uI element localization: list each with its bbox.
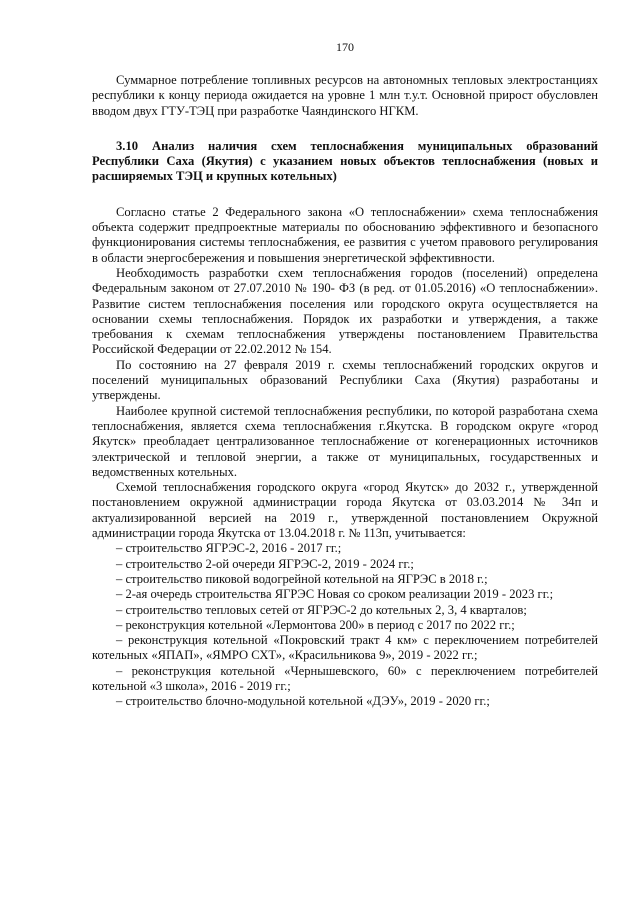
list-item: – 2-ая очередь строительства ЯГРЭС Новая со сроком реализации 2019 - 2023 гг.; [116,587,554,602]
list-item: – реконструкция котельной «Чернышевского, 60» с переключением потребителей котельной «3 школа», 2016 - 2019 гг.; [92,663,598,693]
section-number: 3.10 [116,138,139,153]
list-item: – строительство ЯГРЭС-2, 2016 - 2017 гг.; [116,541,342,556]
body-paragraph: По состоянию на 27 февраля 2019 г. схемы теплоснабжений городских округов и поселений муниципальных образований Республики Саха (Якутия) разработаны и утверждены. [92,357,598,403]
body-paragraph: Необходимость разработки схем теплоснабжения городов (поселений) определена Федеральным законом от 27.07.2010 № 190- ФЗ (в ред. от 01.05.2016) «О теплоснабжении». Развитие систем теплоснабжения поселения или городского округа осуществляется на основании схемы теплоснабжения. Порядок их разработки и утверждения, а также требования к схемам теплоснабжения утверждены постановлением Правительства Российской Федерации от 22.02.2012 № 154. [92,265,598,357]
document-page [92,40,598,710]
intro-paragraph: Суммарное потребление топливных ресурсов на автономных тепловых электростанциях республики к концу периода ожидается на уровне 1 млн т.у.т. Основной прирост обусловлен вводом двух ГТУ-ТЭЦ при разработке Чаяндинского НГКМ. [92,73,598,118]
body-paragraph: Согласно статье 2 Федерального закона «О теплоснабжении» схема теплоснабжения объекта содержит предпроектные материалы по обоснованию эффективного и безопасного функционирования системы теплоснабжения, ее развития с учетом правового регулирования в области энергосбережения и повышения энергетической эффективности. [92,204,598,265]
page-number: 170 [336,40,354,54]
list-item: – реконструкция котельной «Лермонтова 200» в период с 2017 по 2022 гг.; [116,617,515,632]
list-item: – строительство пиковой водогрейной котельной на ЯГРЭС в 2018 г.; [116,571,488,586]
measures-list [92,541,598,709]
list-item: – строительство 2-ой очереди ЯГРЭС-2, 2019 - 2024 гг.; [116,556,414,571]
section-heading [92,139,598,185]
body-paragraph: Схемой теплоснабжения городского округа «город Якутск» до 2032 г., утвержденной постановлением окружной администрации города Якутска от 03.03.2014 № 34п и актуализированной версией на 2019 г., утвержденной постановлением Окружной администрации города Якутска от 13.04.2018 г. № 113п, учитывается: [92,480,598,541]
section-title: Анализ наличия схем теплоснабжения муниципальных образований Республики Саха (Якутия) с указанием новых объектов теплоснабжения (новых и расширяемых ТЭЦ и крупных котельных) [92,138,598,184]
body-paragraph: Наиболее крупной системой теплоснабжения республики, по которой разработана схема теплоснабжения, является схема теплоснабжения г.Якутска. В городском округе «город Якутск» преобладает централизованное теплоснабжение от когенерационных источников электрической и тепловой энергии, а также от муниципальных, государственных и ведомственных котельных. [92,403,598,479]
list-item: – реконструкция котельной «Покровский тракт 4 км» с переключением потребителей котельных «ЯПАП», «ЯМРО СХТ», «Красильникова 9», 2019 - 2022 гг.; [92,633,598,663]
list-item: – строительство блочно-модульной котельной «ДЭУ», 2019 - 2020 гг.; [116,694,490,709]
list-item: – строительство тепловых сетей от ЯГРЭС-2 до котельных 2, 3, 4 кварталов; [116,602,527,617]
